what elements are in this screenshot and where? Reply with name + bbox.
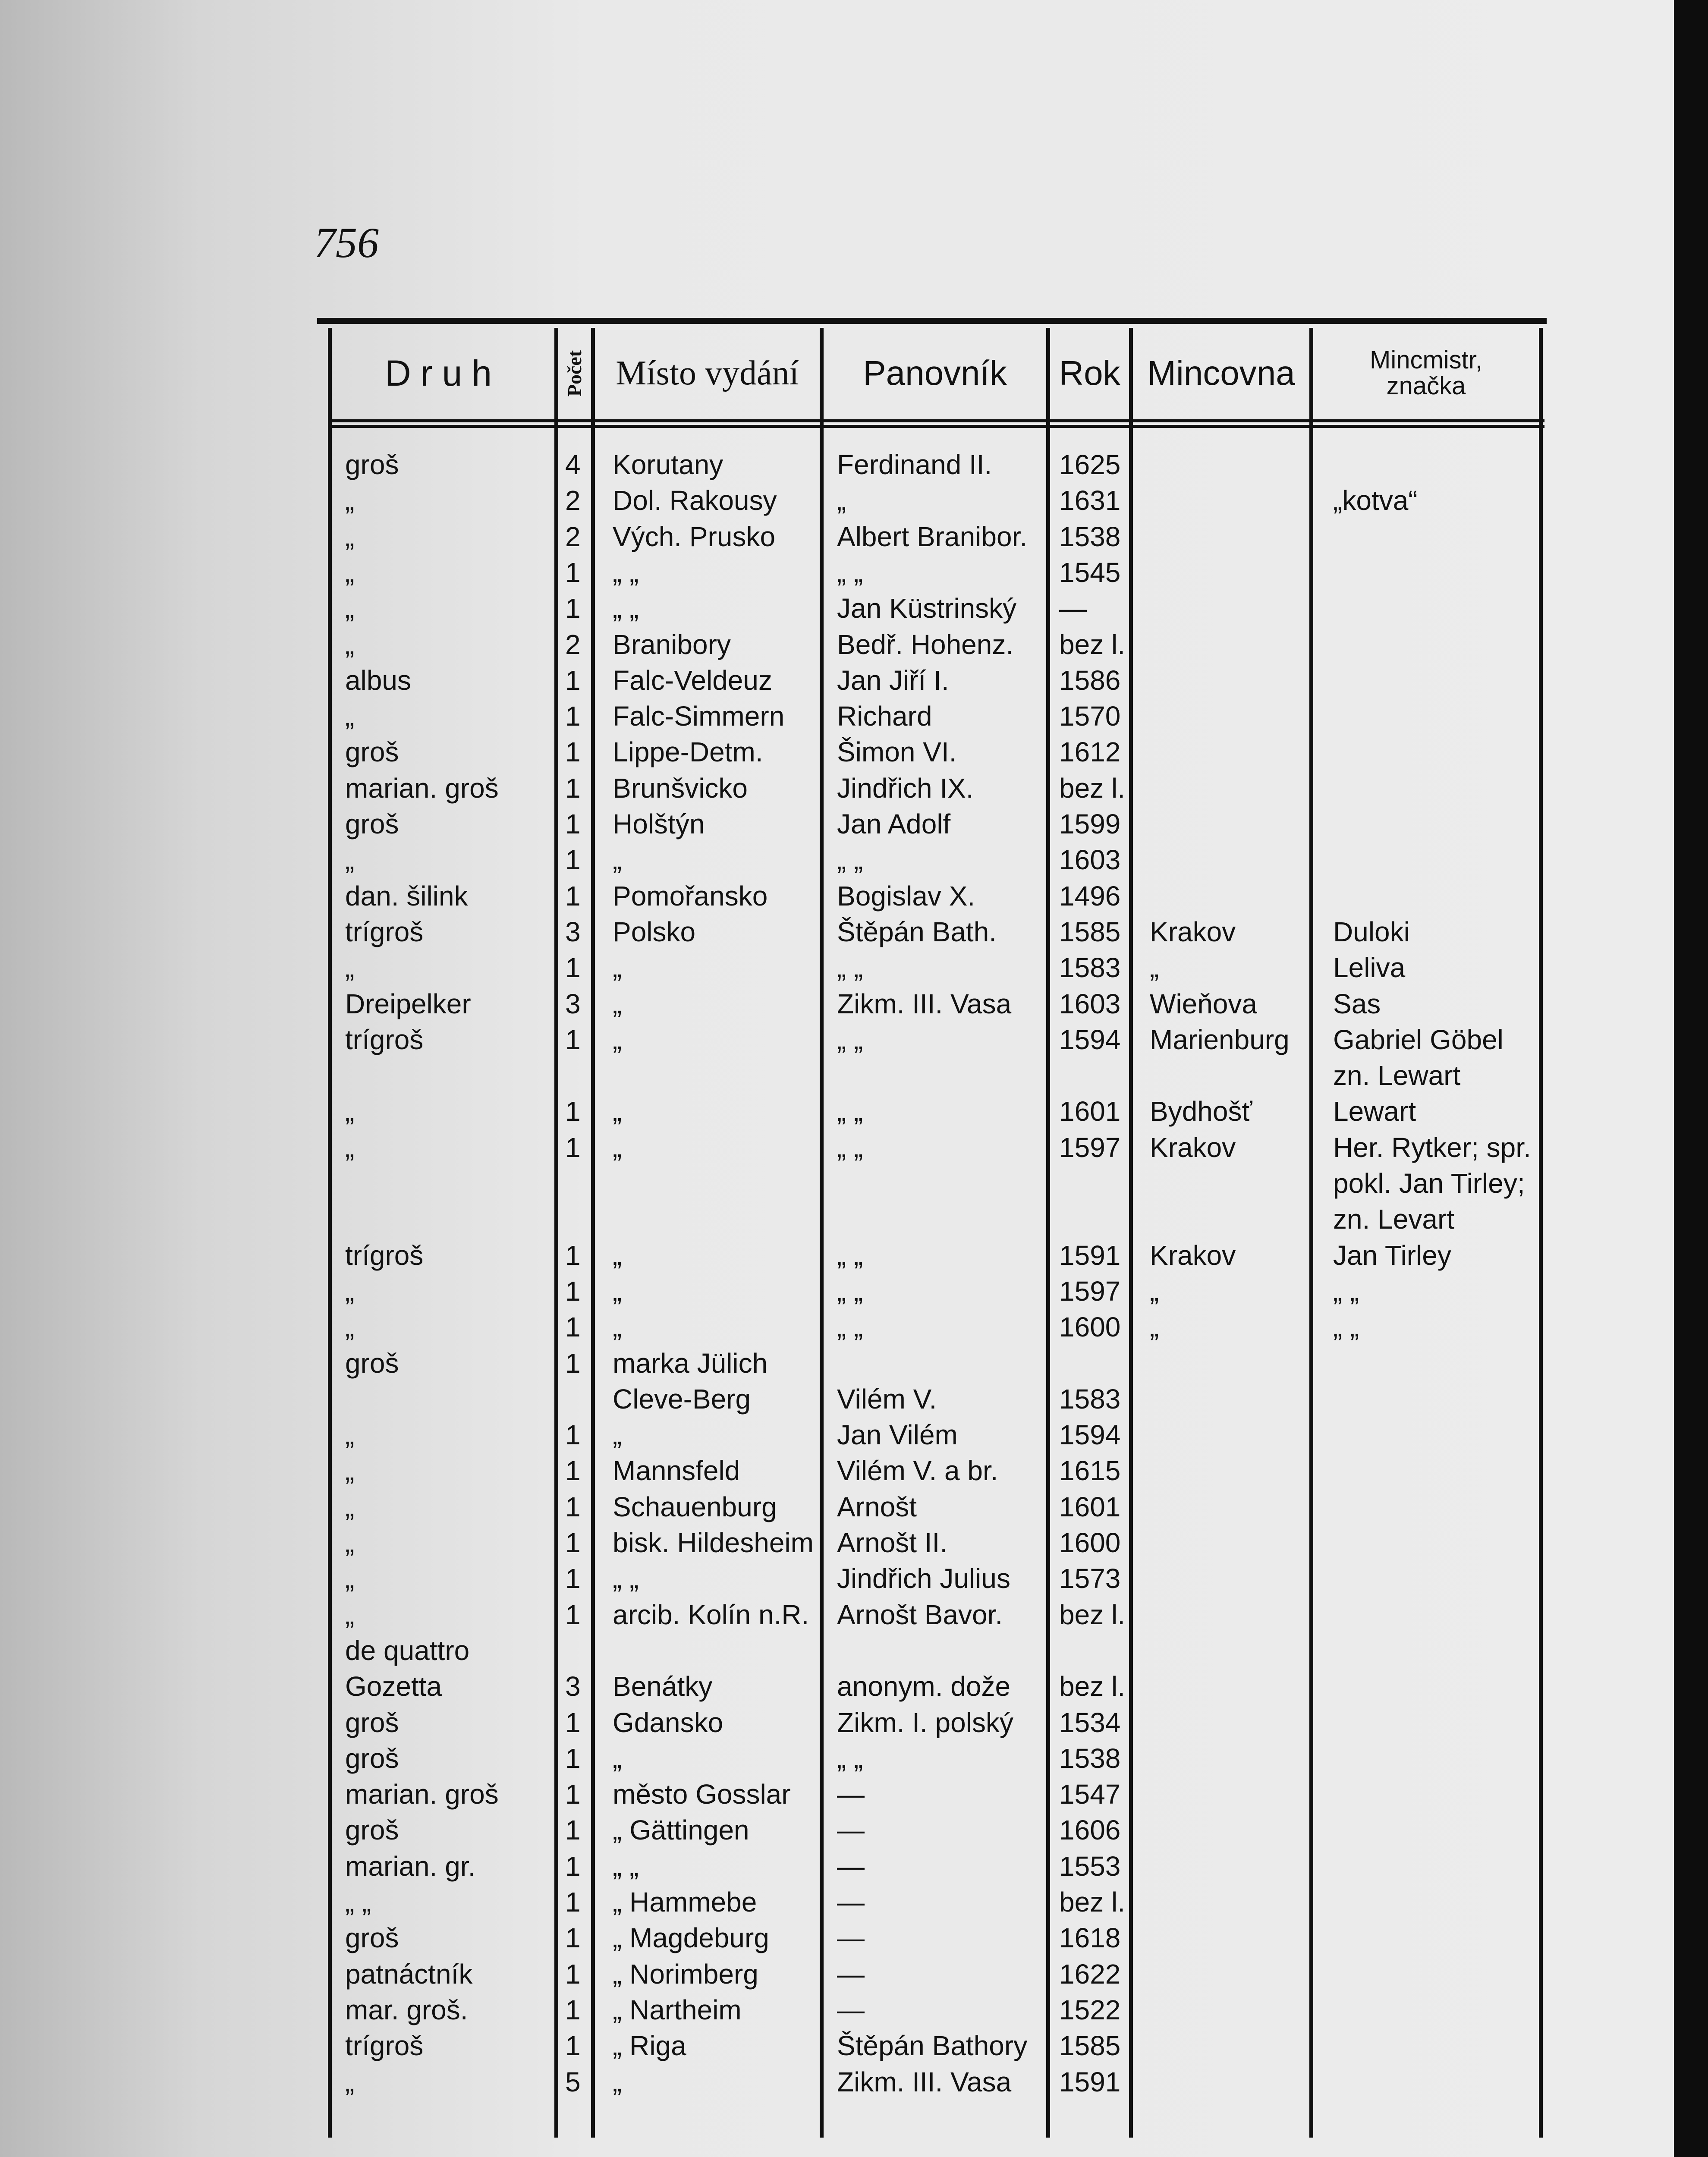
cell-panovnik: „ „ — [837, 1275, 863, 1307]
cell-druh: „ — [345, 844, 355, 876]
table-row — [321, 1489, 1542, 1525]
cell-rok: 1597 — [1059, 1275, 1121, 1307]
coin-table — [321, 328, 1542, 2135]
cell-rok: bez l. — [1059, 772, 1125, 804]
cell-pocet: 4 — [565, 449, 581, 480]
cell-druh: de quattro — [345, 1635, 470, 1666]
cell-rok: 1601 — [1059, 1096, 1121, 1127]
cell-panovnik: Jindřich Julius — [837, 1563, 1010, 1594]
cell-misto: Benátky — [613, 1671, 713, 1702]
cell-panovnik: Vilém V. a br. — [837, 1455, 998, 1487]
table-row — [321, 1022, 1542, 1058]
cell-panovnik: Jan Jiří I. — [837, 664, 949, 696]
cell-druh: „ — [345, 2066, 355, 2097]
cell-panovnik: anonym. dože — [837, 1671, 1011, 1702]
cell-pocet: 3 — [565, 988, 581, 1019]
cell-misto: „ — [613, 1275, 622, 1307]
cell-misto: „ — [613, 2066, 622, 2097]
cell-rok: 1522 — [1059, 1994, 1121, 2025]
scan-edge — [1674, 0, 1708, 2157]
cell-rok: 1631 — [1059, 485, 1121, 516]
cell-panovnik: Jan Küstrinský — [837, 593, 1017, 624]
cell-misto: „ — [613, 1132, 622, 1163]
cell-panovnik: Albert Branibor. — [837, 521, 1028, 552]
table-row — [321, 1345, 1542, 1381]
cell-rok: — — [1059, 593, 1087, 624]
cell-misto: „ Norimberg — [613, 1958, 758, 1990]
cell-misto: „ — [613, 1419, 622, 1451]
cell-panovnik: „ — [837, 485, 846, 516]
cell-pocet: 3 — [565, 1671, 581, 1702]
cell-pocet: 2 — [565, 521, 581, 552]
cell-panovnik: Zikm. III. Vasa — [837, 2066, 1012, 2097]
cell-druh: „ — [345, 485, 355, 516]
table-row — [321, 1057, 1542, 1094]
cell-misto: Gdansko — [613, 1707, 723, 1738]
cell-pocet: 1 — [565, 1563, 581, 1594]
cell-pocet: 1 — [565, 593, 581, 624]
header-pocet — [558, 328, 591, 418]
cell-panovnik: Zikm. I. polský — [837, 1707, 1013, 1738]
cell-panovnik: — — [837, 1779, 865, 1810]
cell-pocet: 2 — [565, 485, 581, 516]
cell-misto: Pomořansko — [613, 880, 768, 912]
cell-misto: Polsko — [613, 916, 696, 947]
cell-druh: Dreipelker — [345, 988, 471, 1019]
cell-pocet: 1 — [565, 1742, 581, 1774]
cell-misto: „ Riga — [613, 2030, 686, 2062]
table-row — [321, 1776, 1542, 1812]
cell-druh: „ — [345, 1311, 355, 1343]
header-mincmistr-line1: Mincmistr, — [1370, 346, 1482, 374]
cell-rok: 1615 — [1059, 1455, 1121, 1487]
cell-druh: „ — [345, 629, 355, 660]
header-rok: Rok — [1059, 354, 1120, 392]
table-row — [321, 590, 1542, 626]
cell-rok: bez l. — [1059, 1671, 1125, 1702]
cell-panovnik: „ „ — [837, 1311, 863, 1343]
table-row — [321, 698, 1542, 734]
table-row — [321, 1668, 1542, 1704]
cell-rok: 1545 — [1059, 557, 1121, 588]
cell-panovnik: „ „ — [837, 1096, 863, 1127]
cell-panovnik: „ „ — [837, 1132, 863, 1163]
cell-rok: 1594 — [1059, 1419, 1121, 1451]
cell-rok: 1600 — [1059, 1311, 1121, 1343]
page-number: 756 — [314, 219, 379, 267]
cell-panovnik: Jindřich IX. — [837, 772, 974, 804]
cell-misto: marka Jülich — [613, 1347, 768, 1379]
cell-rok: 1594 — [1059, 1024, 1121, 1055]
cell-rok: 1618 — [1059, 1922, 1121, 1954]
cell-rok: bez l. — [1059, 1599, 1125, 1630]
cell-pocet: 1 — [565, 772, 581, 804]
header-panovnik: Panovník — [863, 354, 1007, 392]
cell-druh: groš — [345, 1922, 399, 1954]
table-row — [321, 842, 1542, 878]
table-row — [321, 1273, 1542, 1309]
cell-druh: „ — [345, 1491, 355, 1522]
cell-misto: „ „ — [613, 1850, 639, 1882]
cell-rok: 1599 — [1059, 808, 1121, 840]
cell-pocet: 1 — [565, 952, 581, 984]
cell-rok: 1597 — [1059, 1132, 1121, 1163]
cell-druh: mar. groš. — [345, 1994, 468, 2025]
cell-pocet: 1 — [565, 1239, 581, 1271]
table-row — [321, 1632, 1542, 1669]
cell-rok: 1603 — [1059, 988, 1121, 1019]
cell-rok: 1606 — [1059, 1814, 1121, 1846]
cell-rok: 1622 — [1059, 1958, 1121, 1990]
cell-pocet: 2 — [565, 629, 581, 660]
cell-misto: Falc-Simmern — [613, 701, 785, 732]
cell-druh: groš — [345, 736, 399, 768]
cell-druh: trígroš — [345, 1239, 424, 1271]
cell-pocet: 3 — [565, 916, 581, 947]
cell-misto: „ „ — [613, 1563, 639, 1594]
cell-pocet: 1 — [565, 2030, 581, 2062]
table-row — [321, 1129, 1542, 1166]
cell-mincmistr: Leliva — [1333, 952, 1406, 984]
cell-druh: „ — [345, 1455, 355, 1487]
table-row — [321, 2028, 1542, 2064]
table-row — [321, 626, 1542, 663]
cell-druh: patnáctník — [345, 1958, 473, 1990]
cell-panovnik: Vilém V. — [837, 1383, 937, 1415]
cell-rok: bez l. — [1059, 1887, 1125, 1918]
table-row — [321, 1848, 1542, 1884]
table-row — [321, 662, 1542, 698]
table-row — [321, 806, 1542, 842]
cell-panovnik: „ „ — [837, 1742, 863, 1774]
cell-druh: dan. šilink — [345, 880, 468, 912]
cell-pocet: 1 — [565, 1527, 581, 1558]
cell-mincmistr: zn. Lewart — [1333, 1060, 1461, 1091]
cell-mincmistr: zn. Levart — [1333, 1204, 1455, 1235]
table-row — [321, 1381, 1542, 1417]
cell-druh: „ „ — [345, 1887, 371, 1918]
cell-druh: marian. gr. — [345, 1850, 476, 1882]
header-druh: Druh — [384, 352, 502, 393]
cell-panovnik: Arnošt — [837, 1491, 917, 1522]
cell-pocet: 5 — [565, 2066, 581, 2097]
cell-pocet: 1 — [565, 880, 581, 912]
cell-pocet: 1 — [565, 1491, 581, 1522]
cell-druh: trígroš — [345, 916, 424, 947]
cell-pocet: 1 — [565, 1347, 581, 1379]
cell-rok: 1553 — [1059, 1850, 1121, 1882]
cell-pocet: 1 — [565, 1132, 581, 1163]
cell-panovnik: „ „ — [837, 557, 863, 588]
cell-druh: marian. groš — [345, 772, 499, 804]
cell-pocet: 1 — [565, 1707, 581, 1738]
cell-panovnik: „ „ — [837, 1239, 863, 1271]
cell-druh: „ — [345, 557, 355, 588]
cell-misto: arcib. Kolín n.R. — [613, 1599, 809, 1630]
cell-druh: „ — [345, 1563, 355, 1594]
cell-misto: „ — [613, 1096, 622, 1127]
cell-panovnik: Arnošt II. — [837, 1527, 948, 1558]
cell-druh: „ — [345, 1275, 355, 1307]
cell-rok: 1496 — [1059, 880, 1121, 912]
cell-pocet: 1 — [565, 1814, 581, 1846]
cell-misto: Brunšvicko — [613, 772, 748, 804]
cell-mincovna: Marienburg — [1150, 1024, 1290, 1055]
cell-druh: „ — [345, 1132, 355, 1163]
cell-mincovna: Krakov — [1150, 1132, 1236, 1163]
cell-rok: 1573 — [1059, 1563, 1121, 1594]
cell-rok: 1603 — [1059, 844, 1121, 876]
table-row — [321, 1309, 1542, 1345]
cell-misto: „ „ — [613, 557, 639, 588]
table-row — [321, 914, 1542, 950]
cell-misto: Falc-Veldeuz — [613, 664, 772, 696]
cell-pocet: 1 — [565, 664, 581, 696]
cell-panovnik: Bogislav X. — [837, 880, 975, 912]
cell-misto: „ — [613, 1311, 622, 1343]
cell-mincovna: Bydhošť — [1150, 1096, 1252, 1127]
header-rule — [330, 419, 1544, 428]
cell-pocet: 1 — [565, 1958, 581, 1990]
cell-rok: 1534 — [1059, 1707, 1121, 1738]
header-pocet-text: Počet — [563, 350, 586, 396]
cell-rok: 1583 — [1059, 1383, 1121, 1415]
table-row — [321, 1165, 1542, 1201]
cell-panovnik: Zikm. III. Vasa — [837, 988, 1012, 1019]
cell-mincovna: Wieňova — [1150, 988, 1257, 1019]
cell-druh: marian. groš — [345, 1779, 499, 1810]
cell-mincovna: Krakov — [1150, 1239, 1236, 1271]
cell-pocet: 1 — [565, 1779, 581, 1810]
cell-misto: „ „ — [613, 593, 639, 624]
cell-panovnik: — — [837, 1814, 865, 1846]
table-row — [321, 1237, 1542, 1273]
cell-panovnik: — — [837, 1850, 865, 1882]
cell-misto: „ — [613, 1024, 622, 1055]
cell-rok: 1591 — [1059, 1239, 1121, 1271]
cell-misto: „ Hammebe — [613, 1887, 757, 1918]
cell-druh: „ — [345, 952, 355, 984]
cell-misto: Branibory — [613, 629, 731, 660]
table-row — [321, 554, 1542, 591]
cell-mincmistr: Duloki — [1333, 916, 1410, 947]
cell-pocet: 1 — [565, 1599, 581, 1630]
cell-druh: groš — [345, 449, 399, 480]
table-row — [321, 1812, 1542, 1848]
cell-panovnik: Jan Vilém — [837, 1419, 958, 1451]
table-row — [321, 1597, 1542, 1633]
cell-misto: „ — [613, 952, 622, 984]
cell-druh: „ — [345, 593, 355, 624]
cell-pocet: 1 — [565, 1455, 581, 1487]
cell-panovnik: — — [837, 1922, 865, 1954]
cell-pocet: 1 — [565, 557, 581, 588]
cell-druh: „ — [345, 1527, 355, 1558]
cell-misto: „ Gättingen — [613, 1814, 749, 1846]
cell-pocet: 1 — [565, 1994, 581, 2025]
cell-rok: 1586 — [1059, 664, 1121, 696]
table-row — [321, 1201, 1542, 1237]
cell-rok: 1625 — [1059, 449, 1121, 480]
cell-misto: Schauenburg — [613, 1491, 777, 1522]
cell-panovnik: „ „ — [837, 1024, 863, 1055]
cell-rok: bez l. — [1059, 629, 1125, 660]
cell-misto: Mannsfeld — [613, 1455, 740, 1487]
cell-rok: 1585 — [1059, 2030, 1121, 2062]
table-row — [321, 1453, 1542, 1489]
cell-panovnik: — — [837, 1994, 865, 2025]
cell-misto: „ Nartheim — [613, 1994, 742, 2025]
table-row — [321, 482, 1542, 519]
cell-pocet: 1 — [565, 808, 581, 840]
table-row — [321, 519, 1542, 555]
cell-druh: „ — [345, 701, 355, 732]
cell-rok: 1538 — [1059, 521, 1121, 552]
cell-panovnik: Šimon VI. — [837, 736, 957, 768]
cell-panovnik: „ „ — [837, 844, 863, 876]
cell-misto: Vých. Prusko — [613, 521, 776, 552]
cell-mincmistr: „ „ — [1333, 1275, 1359, 1307]
cell-panovnik: „ „ — [837, 952, 863, 984]
cell-panovnik: Arnošt Bavor. — [837, 1599, 1003, 1630]
cell-pocet: 1 — [565, 736, 581, 768]
cell-pocet: 1 — [565, 1024, 581, 1055]
cell-druh: groš — [345, 1814, 399, 1846]
cell-misto: „ — [613, 1239, 622, 1271]
table-row — [321, 1884, 1542, 1920]
cell-rok: 1601 — [1059, 1491, 1121, 1522]
cell-pocet: 1 — [565, 844, 581, 876]
header-mincmistr-line2: značka — [1386, 372, 1466, 400]
header-mincovna: Mincovna — [1147, 354, 1295, 392]
cell-druh: groš — [345, 808, 399, 840]
cell-mincovna: „ — [1150, 1311, 1159, 1343]
cell-rok: 1612 — [1059, 736, 1121, 768]
cell-pocet: 1 — [565, 1275, 581, 1307]
cell-pocet: 1 — [565, 1311, 581, 1343]
cell-druh: „ — [345, 1419, 355, 1451]
cell-druh: groš — [345, 1347, 399, 1379]
cell-panovnik: Ferdinand II. — [837, 449, 992, 480]
cell-misto: „ — [613, 1742, 622, 1774]
cell-panovnik: Štěpán Bath. — [837, 916, 997, 947]
cell-mincmistr: Her. Rytker; spr. — [1333, 1132, 1531, 1163]
cell-panovnik: Štěpán Bathory — [837, 2030, 1028, 2062]
table-row — [321, 986, 1542, 1022]
cell-pocet: 1 — [565, 1887, 581, 1918]
table-row — [321, 1920, 1542, 1956]
cell-druh: „ — [345, 1599, 355, 1630]
cell-rok: 1538 — [1059, 1742, 1121, 1774]
cell-mincmistr: Sas — [1333, 988, 1381, 1019]
cell-misto: Korutany — [613, 449, 723, 480]
table-row — [321, 1560, 1542, 1597]
cell-druh: Gozetta — [345, 1671, 442, 1702]
header-mincmistr — [1313, 328, 1539, 418]
table-row — [321, 1093, 1542, 1129]
cell-misto: Dol. Rakousy — [613, 485, 777, 516]
cell-panovnik: Jan Adolf — [837, 808, 951, 840]
cell-mincmistr: „kotva“ — [1333, 485, 1418, 516]
cell-misto: „ Magdeburg — [613, 1922, 769, 1954]
table-row — [321, 1740, 1542, 1777]
table-row — [321, 1704, 1542, 1741]
table-row — [321, 770, 1542, 806]
cell-rok: 1570 — [1059, 701, 1121, 732]
table-row — [321, 1956, 1542, 1992]
cell-misto: bisk. Hildesheim — [613, 1527, 814, 1558]
cell-misto: Cleve-Berg — [613, 1383, 751, 1415]
cell-misto: „ — [613, 844, 622, 876]
cell-druh: trígroš — [345, 2030, 424, 2062]
cell-mincovna: Krakov — [1150, 916, 1236, 947]
cell-mincmistr: „ „ — [1333, 1311, 1359, 1343]
cell-mincmistr: Gabriel Göbel — [1333, 1024, 1504, 1055]
cell-panovnik: — — [837, 1887, 865, 1918]
table-row — [321, 950, 1542, 986]
cell-pocet: 1 — [565, 701, 581, 732]
cell-pocet: 1 — [565, 1850, 581, 1882]
table-row — [321, 734, 1542, 770]
cell-misto: Holštýn — [613, 808, 705, 840]
cell-druh: trígroš — [345, 1024, 424, 1055]
cell-rok: 1547 — [1059, 1779, 1121, 1810]
cell-mincovna: „ — [1150, 952, 1159, 984]
table-row — [321, 1417, 1542, 1453]
cell-mincovna: „ — [1150, 1275, 1159, 1307]
table-row — [321, 446, 1542, 483]
cell-rok: 1591 — [1059, 2066, 1121, 2097]
cell-druh: groš — [345, 1742, 399, 1774]
cell-misto: „ — [613, 988, 622, 1019]
cell-mincmistr: pokl. Jan Tirley; — [1333, 1168, 1525, 1199]
cell-druh: albus — [345, 664, 411, 696]
table-row — [321, 878, 1542, 914]
cell-mincmistr: Jan Tirley — [1333, 1239, 1451, 1271]
cell-panovnik: — — [837, 1958, 865, 1990]
cell-rok: 1583 — [1059, 952, 1121, 984]
cell-rok: 1585 — [1059, 916, 1121, 947]
header-misto: Místo vydání — [616, 354, 799, 392]
cell-rok: 1600 — [1059, 1527, 1121, 1558]
cell-pocet: 1 — [565, 1922, 581, 1954]
table-row — [321, 2064, 1542, 2100]
cell-druh: „ — [345, 521, 355, 552]
cell-druh: groš — [345, 1707, 399, 1738]
cell-panovnik: Richard — [837, 701, 932, 732]
cell-mincmistr: Lewart — [1333, 1096, 1416, 1127]
cell-misto: město Gosslar — [613, 1779, 791, 1810]
top-rule — [317, 318, 1547, 324]
cell-pocet: 1 — [565, 1419, 581, 1451]
cell-misto: Lippe-Detm. — [613, 736, 763, 768]
table-row — [321, 1525, 1542, 1561]
table-row — [321, 1992, 1542, 2028]
cell-pocet: 1 — [565, 1096, 581, 1127]
cell-panovnik: Bedř. Hohenz. — [837, 629, 1014, 660]
cell-druh: „ — [345, 1096, 355, 1127]
